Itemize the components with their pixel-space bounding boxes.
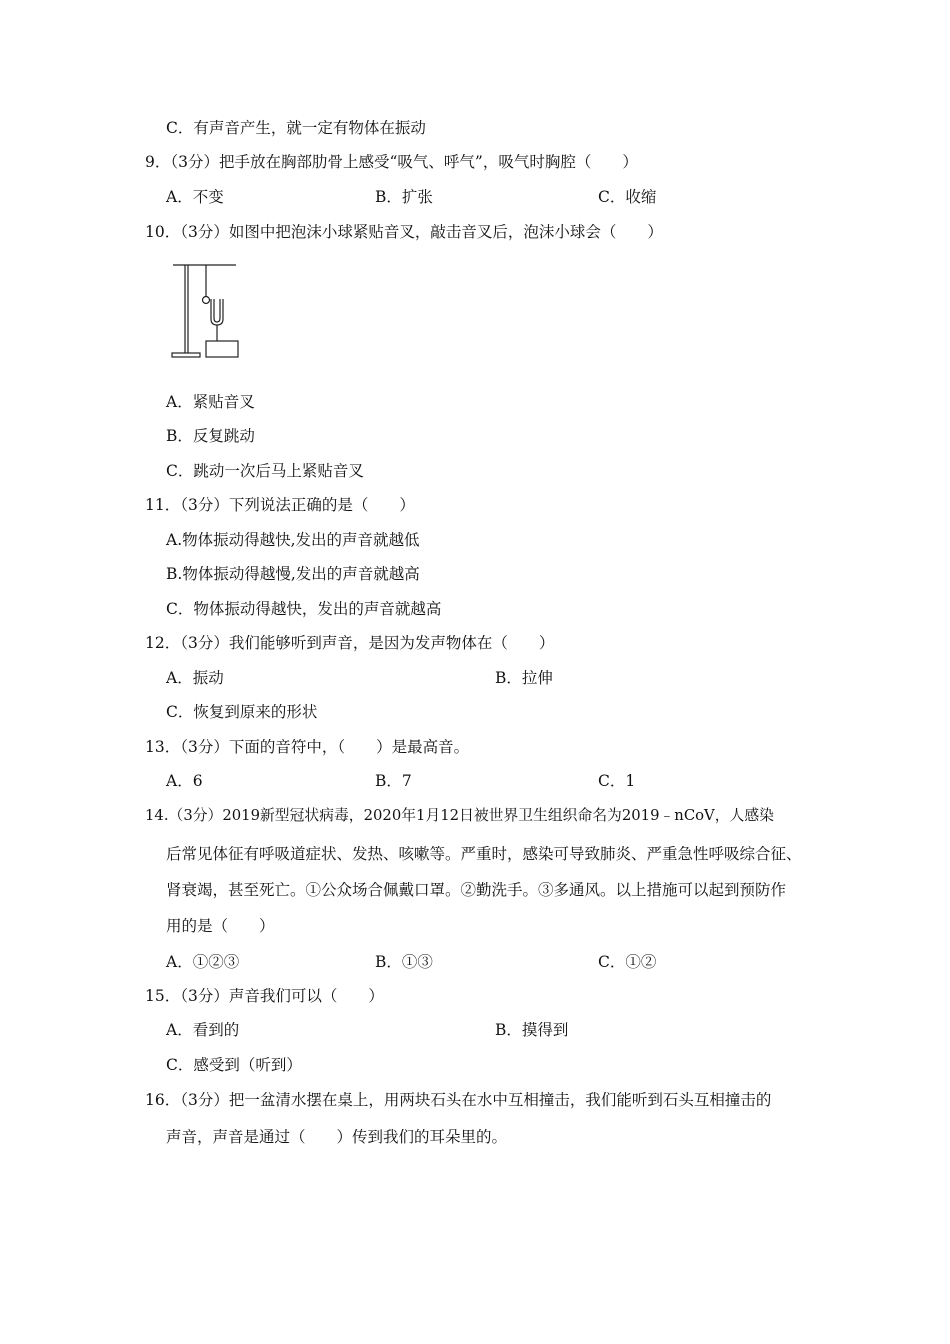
- q16-stem-line1: 16．（3分）把一盆清水摆在桌上，用两块石头在水中互相撞击，我们能听到石头互相撞击的: [145, 1091, 772, 1109]
- q14-stem-line2: 后常见体征有呼吸道症状、发热、咳嗽等。严重时，感染可导致肺炎、严重急性呼吸综合征、: [166, 845, 802, 863]
- q14-stem-line3: 肾衰竭，甚至死亡。①公众场合佩戴口罩。②勤洗手。③多通风。以上措施可以起到预防作: [166, 881, 787, 899]
- q10-option-a: A．紧贴音叉: [166, 393, 255, 411]
- q11-option-c: C．物体振动得越快，发出的声音就越高: [166, 600, 442, 618]
- q13-option-b: B．7: [375, 772, 412, 790]
- q13-option-c: C．1: [598, 772, 636, 790]
- q13-stem: 13．（3分）下面的音符中，（ ）是最高音。: [145, 738, 470, 756]
- q12-option-b: B．拉伸: [495, 669, 553, 687]
- q14-option-c: C．①②: [598, 953, 657, 971]
- q15-option-b: B．摸得到: [495, 1021, 569, 1039]
- q10-stem: 10．（3分）如图中把泡沫小球紧贴音叉，敲击音叉后，泡沫小球会（ ）: [145, 223, 663, 241]
- q15-option-a: A．看到的: [166, 1021, 240, 1039]
- q8-option-c: C．有声音产生，就一定有物体在振动: [166, 119, 426, 137]
- q14-stem-line1: 14.（3分）2019新型冠状病毒，2020年1月12日被世界卫生组织命名为2019﹣nCoV，人感染: [145, 807, 774, 824]
- q12-option-a: A．振动: [166, 669, 224, 687]
- q14-stem-line4: 用的是（ ）: [166, 917, 275, 935]
- q9-option-a: A．不变: [166, 188, 224, 206]
- q15-option-c: C．感受到（听到）: [166, 1056, 302, 1074]
- tuning-fork-with-foam-ball-icon: [168, 255, 240, 363]
- q11-option-b: B.物体振动得越慢,发出的声音就越高: [166, 565, 420, 583]
- q13-option-a: A．6: [166, 772, 203, 790]
- q9-option-b: B．扩张: [375, 188, 433, 206]
- q10-option-c: C．跳动一次后马上紧贴音叉: [166, 462, 364, 480]
- q10-option-b: B．反复跳动: [166, 427, 255, 445]
- tuning-fork-figure: [168, 255, 240, 363]
- q15-stem: 15．（3分）声音我们可以（ ）: [145, 987, 384, 1005]
- q11-option-a: A.物体振动得越快,发出的声音就越低: [166, 531, 420, 549]
- q12-stem: 12．（3分）我们能够听到声音，是因为发声物体在（ ）: [145, 634, 555, 652]
- q12-option-c: C．恢复到原来的形状: [166, 703, 318, 721]
- q9-option-c: C．收缩: [598, 188, 657, 206]
- q14-option-b: B．①③: [375, 953, 433, 971]
- q14-option-a: A．①②③: [166, 953, 240, 971]
- q16-stem-line2: 声音，声音是通过（ ）传到我们的耳朵里的。: [166, 1128, 508, 1146]
- q9-stem: 9．（3分）把手放在胸部肋骨上感受“吸气、呼气”，吸气时胸腔（ ）: [145, 153, 638, 171]
- q11-stem: 11．（3分）下列说法正确的是（ ）: [145, 496, 415, 514]
